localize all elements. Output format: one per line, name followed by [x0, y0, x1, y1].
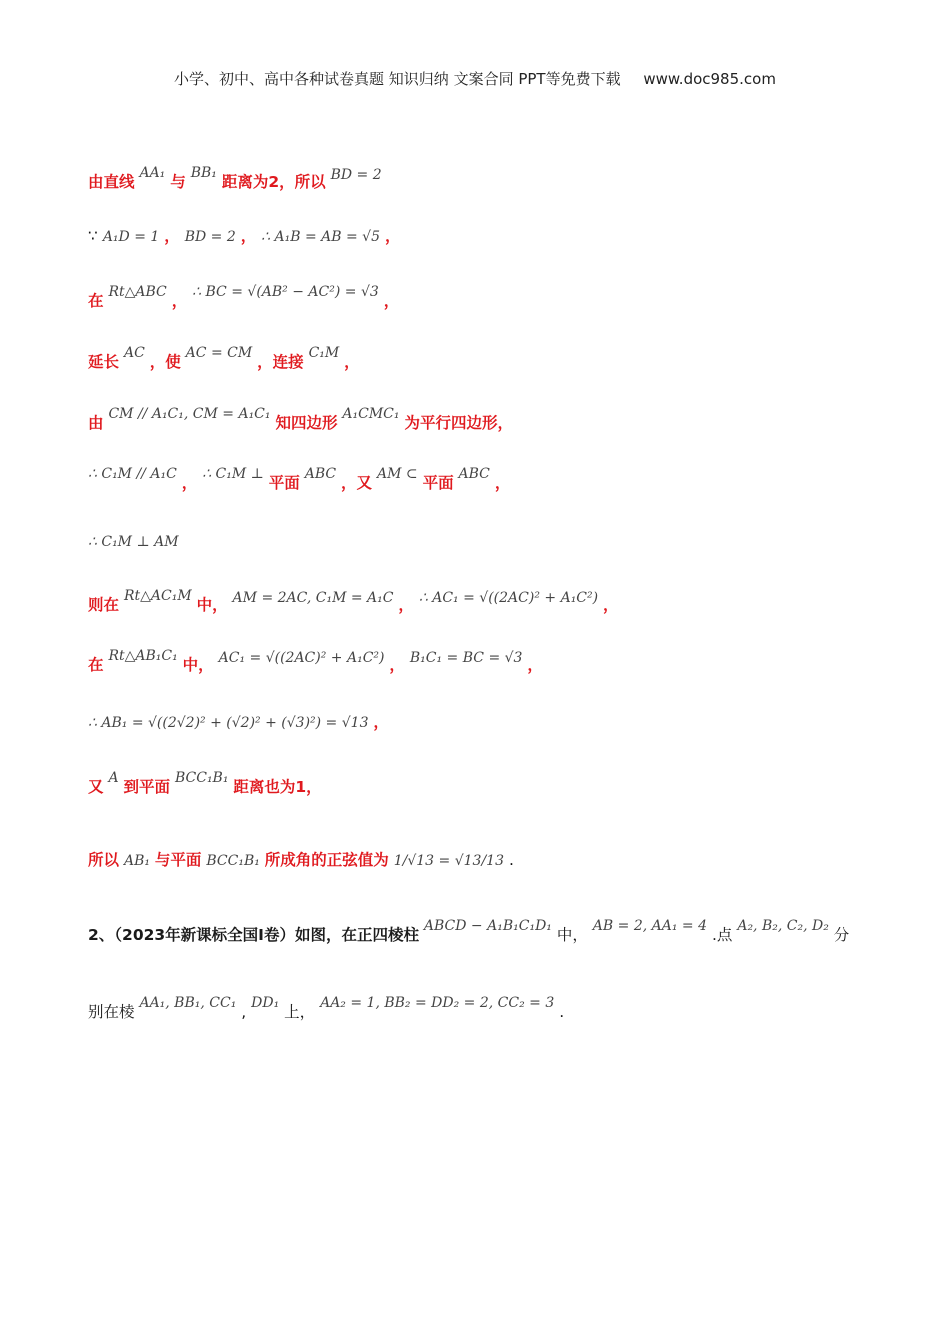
math: BB₁	[190, 165, 217, 181]
math: BCC₁B₁	[174, 770, 229, 786]
question-text: 2、（2023年新课标全国Ⅰ卷）如图，在正四棱柱	[88, 926, 419, 944]
text: 距离为2，所以	[221, 173, 326, 191]
text: ，	[240, 227, 257, 245]
solution-line-3	[88, 284, 400, 311]
math: Rt△AC₁M	[123, 588, 192, 604]
text: 所成角的正弦值为	[264, 851, 389, 869]
text: 中，	[182, 656, 214, 674]
math: AB₁	[123, 853, 150, 869]
question-text: 中，	[556, 926, 588, 944]
question-text: ,	[241, 1003, 247, 1021]
header-text: 小学、初中、高中各种试卷真题 知识归纳 文案合同 PPT等免费下载	[174, 70, 621, 88]
text: ，	[603, 596, 619, 614]
math: AA₁	[139, 165, 166, 181]
text: 为平行四边形，	[404, 414, 513, 432]
text: ，	[389, 656, 405, 674]
math: AC₁ = √((2AC)² + A₁C²)	[218, 650, 385, 666]
math: ∴ A₁B = AB = √5	[261, 229, 381, 245]
solution-line-12	[88, 848, 514, 870]
text: ∵	[88, 227, 98, 245]
text: ，又	[341, 474, 373, 492]
question-text: 上，	[284, 1003, 316, 1021]
math: ABCD − A₁B₁C₁D₁	[423, 918, 552, 934]
solution-line-6	[88, 466, 511, 493]
text: 由直线	[88, 173, 135, 191]
text: 到平面	[123, 778, 171, 796]
solution-line-8	[88, 588, 619, 615]
math: DD₁	[251, 995, 280, 1011]
math: AA₁, BB₁, CC₁	[139, 995, 237, 1011]
question-text: 别在棱	[88, 1003, 135, 1021]
math: AB = 2, AA₁ = 4	[592, 918, 708, 934]
math: A₁D = 1	[102, 229, 160, 245]
text: 在	[88, 292, 104, 310]
question-text: .点	[711, 926, 733, 944]
text: 距离也为1，	[233, 778, 322, 796]
text: 在	[88, 656, 104, 674]
solution-line-4	[88, 345, 360, 372]
text: ，	[373, 713, 389, 731]
math: AC	[123, 345, 145, 361]
math: AC = CM	[185, 345, 253, 361]
math: ∴ C₁M ⊥	[202, 466, 264, 482]
solution-line-9	[88, 648, 543, 675]
math: ∴ AB₁ = √((2√2)² + (√2)² + (√3)²) = √13	[88, 715, 369, 731]
text: ，	[384, 227, 401, 245]
math: AM ⊂	[376, 466, 418, 482]
math: A	[108, 770, 119, 786]
solution-line-7	[88, 532, 179, 550]
text: ，	[181, 474, 198, 492]
question-line-1	[88, 918, 850, 945]
text: 平面	[422, 474, 454, 492]
text: 由	[88, 414, 104, 432]
text: 中，	[196, 596, 228, 614]
math: BD = 2	[184, 229, 236, 245]
header-site[interactable]: www.doc985.com	[643, 70, 776, 88]
math: 1/√13 = √13/13	[393, 853, 504, 869]
text: ，	[164, 227, 180, 245]
math: ∴ C₁M ⊥ AM	[88, 534, 179, 550]
question-line-2	[88, 995, 565, 1022]
text: ，连接	[257, 353, 304, 371]
text: 与	[170, 173, 186, 191]
math: BD = 2	[330, 167, 382, 183]
text: ，使	[149, 353, 181, 371]
text: 知四边形	[275, 414, 338, 432]
text: ，	[398, 596, 414, 614]
solution-line-1	[88, 165, 382, 192]
text: ，	[171, 292, 188, 310]
math: Rt△AB₁C₁	[108, 648, 178, 664]
text: ，	[383, 292, 400, 310]
math: ∴ C₁M // A₁C	[88, 466, 177, 482]
text: .	[508, 851, 514, 869]
math: AM = 2AC, C₁M = A₁C	[232, 590, 394, 606]
text: ，	[494, 474, 511, 492]
math: AA₂ = 1, BB₂ = DD₂ = 2, CC₂ = 3	[320, 995, 555, 1011]
math: B₁C₁ = BC = √3	[409, 650, 523, 666]
text: 延长	[88, 353, 120, 371]
math: ABC	[304, 466, 337, 482]
text: ，	[344, 353, 360, 371]
solution-line-2	[88, 224, 400, 246]
text: 与平面	[154, 851, 202, 869]
math: CM // A₁C₁, CM = A₁C₁	[108, 406, 271, 422]
math: ∴ BC = √(AB² − AC²) = √3	[192, 284, 379, 300]
math: BCC₁B₁	[206, 853, 260, 869]
math: C₁M	[308, 345, 340, 361]
text: 则在	[88, 596, 120, 614]
solution-line-5	[88, 406, 513, 433]
math: ∴ AC₁ = √((2AC)² + A₁C²)	[418, 590, 599, 606]
question-text: 分	[833, 926, 850, 944]
text: ，	[527, 656, 543, 674]
math: A₂, B₂, C₂, D₂	[737, 918, 829, 934]
text: 平面	[268, 474, 300, 492]
text: 又	[88, 778, 104, 796]
question-text: .	[559, 1003, 565, 1021]
math: A₁CMC₁	[342, 406, 400, 422]
solution-line-10	[88, 710, 389, 732]
page-header	[0, 68, 950, 89]
text: 所以	[88, 851, 120, 869]
math: Rt△ABC	[108, 284, 167, 300]
solution-line-11	[88, 770, 322, 797]
math: ABC	[458, 466, 490, 482]
